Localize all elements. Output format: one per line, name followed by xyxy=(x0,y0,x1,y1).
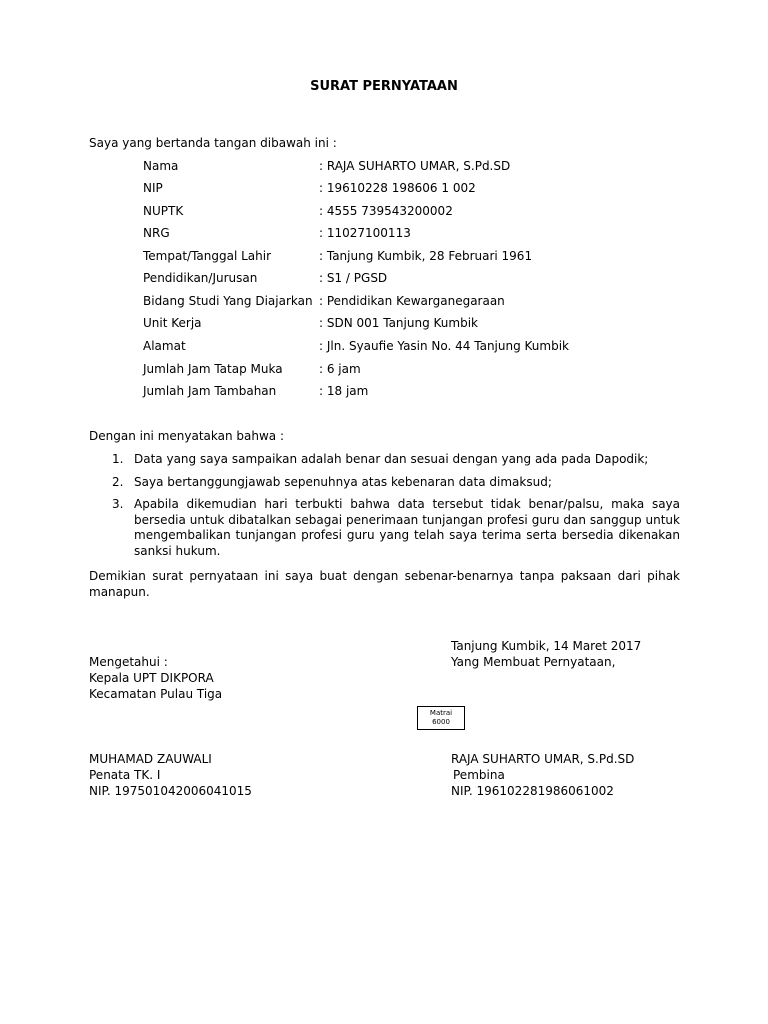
left-signer-name: MUHAMAD ZAUWALI xyxy=(89,752,212,766)
field-value-jam-tatap-muka: : 6 jam xyxy=(319,362,361,376)
right-signer-name: RAJA SUHARTO UMAR, S.Pd.SD xyxy=(451,752,635,766)
statement-text-3: Apabila dikemudian hari terbukti bahwa data tersebut tidak benar/palsu, maka saya bersedia untuk dibatalkan sebagai penerimaan tunjangan profesi guru dan sanggup untuk mengembalikan tunjangan profesi guru yang telah saya terima serta bersedia dikenakan sanksi hukum. xyxy=(134,497,680,558)
left-sign-header: Mengetahui : xyxy=(89,655,168,669)
field-label-nama: Nama xyxy=(143,159,179,173)
left-signer-rank: Penata TK. I xyxy=(89,768,161,782)
statement-text-2: Saya bertanggungjawab sepenuhnya atas kebenaran data dimaksud; xyxy=(134,475,552,489)
left-sign-position: Kepala UPT DIKPORA xyxy=(89,671,214,685)
field-label-nip: NIP xyxy=(143,181,163,195)
statement-number-2: 2. xyxy=(112,475,124,489)
field-label-unit-kerja: Unit Kerja xyxy=(143,316,202,330)
declaration-intro: Dengan ini menyatakan bahwa : xyxy=(89,429,285,443)
stamp-duty-box xyxy=(417,706,465,730)
field-label-nuptk: NUPTK xyxy=(143,204,184,218)
intro-text: Saya yang bertanda tangan dibawah ini : xyxy=(89,136,337,150)
field-value-nip: : 19610228 198606 1 002 xyxy=(319,181,476,195)
field-value-nuptk: : 4555 739543200002 xyxy=(319,204,453,218)
right-signer-rank: Pembina xyxy=(453,768,505,782)
left-signer-nip: NIP. 197501042006041015 xyxy=(89,784,252,798)
field-label-jam-tatap-muka: Jumlah Jam Tatap Muka xyxy=(143,362,283,376)
field-label-alamat: Alamat xyxy=(143,339,186,353)
stamp-line-2: 6000 xyxy=(432,718,450,726)
field-value-pendidikan: : S1 / PGSD xyxy=(319,271,388,285)
field-label-ttl: Tempat/Tanggal Lahir xyxy=(143,249,272,263)
field-label-nrg: NRG xyxy=(143,226,170,240)
closing-paragraph: Demikian surat pernyataan ini saya buat dengan sebenar-benarnya tanpa paksaan dari pihak manapun. xyxy=(89,569,680,599)
left-sign-office: Kecamatan Pulau Tiga xyxy=(89,687,223,701)
field-label-pendidikan: Pendidikan/Jurusan xyxy=(143,271,258,285)
field-value-unit-kerja: : SDN 001 Tanjung Kumbik xyxy=(319,316,478,330)
field-value-ttl: : Tanjung Kumbik, 28 Februari 1961 xyxy=(319,249,533,263)
field-value-bidang-studi: : Pendidikan Kewarganegaraan xyxy=(319,294,505,308)
field-value-nrg: : 11027100113 xyxy=(319,226,411,240)
document-title: SURAT PERNYATAAN xyxy=(310,79,458,94)
statement-number-1: 1. xyxy=(112,452,124,466)
stamp-line-1: Matrai xyxy=(429,709,453,717)
field-value-jam-tambahan: : 18 jam xyxy=(319,384,369,398)
statement-text-1: Data yang saya sampaikan adalah benar dan sesuai dengan yang ada pada Dapodik; xyxy=(134,452,649,466)
field-value-nama: : RAJA SUHARTO UMAR, S.Pd.SD xyxy=(319,159,511,173)
field-label-jam-tambahan: Jumlah Jam Tambahan xyxy=(143,384,277,398)
field-label-bidang-studi: Bidang Studi Yang Diajarkan xyxy=(143,294,313,308)
field-value-alamat: : Jln. Syaufie Yasin No. 44 Tanjung Kumbik xyxy=(319,339,570,353)
right-signer-nip: NIP. 196102281986061002 xyxy=(451,784,614,798)
right-sign-header: Yang Membuat Pernyataan, xyxy=(451,655,616,669)
statement-number-3: 3. xyxy=(112,497,124,511)
place-date: Tanjung Kumbik, 14 Maret 2017 xyxy=(451,639,642,653)
